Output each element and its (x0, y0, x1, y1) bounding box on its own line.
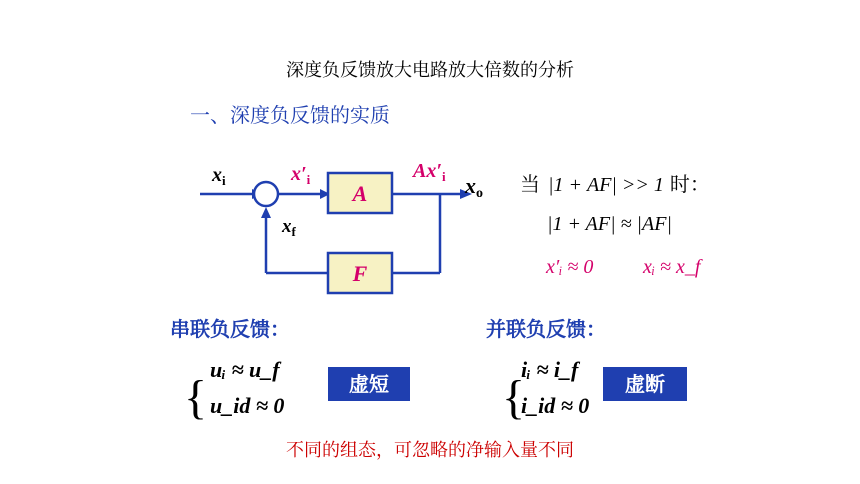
block-a-label: A (352, 181, 368, 206)
series-feedback-heading: 串联负反馈： (170, 317, 290, 341)
parallel-eq-2: i_id ≈ 0 (521, 393, 590, 418)
parallel-feedback-heading: 并联负反馈： (486, 317, 606, 341)
result-xi-xf: xᵢ ≈ x_f (643, 256, 701, 278)
label-axi: $Ax'_i$ (413, 160, 446, 184)
series-brace: { (184, 371, 208, 424)
virtual-open-badge: 虚断 (603, 367, 687, 401)
condition-line-1: 当 |1 + AF| >> 1 时： (520, 172, 710, 196)
parallel-brace: { (502, 371, 526, 424)
series-eq-1: uᵢ ≈ u_f (210, 357, 280, 382)
condition-line-2: |1 + AF| ≈ |AF| (547, 213, 672, 235)
virtual-short-badge: 虚短 (328, 367, 410, 401)
block-f-label: F (352, 261, 368, 286)
footnote: 不同的组态，可忽略的净输入量不同 (286, 440, 574, 461)
label-xi: $x_i$ (212, 164, 226, 188)
series-eq-2: u_id ≈ 0 (210, 393, 285, 418)
section-heading: 一、深度负反馈的实质 (190, 103, 390, 127)
label-xo: xo (465, 173, 483, 201)
label-xf: $x_f$ (282, 216, 296, 239)
result-xi-prime: x′ᵢ ≈ 0 (546, 256, 594, 278)
label-xi-prime: $x'_i$ (291, 163, 311, 187)
summing-node (254, 182, 278, 206)
parallel-eq-1: iᵢ ≈ i_f (521, 357, 579, 382)
feedback-arrow (261, 207, 271, 218)
page-title: 深度负反馈放大电路放大倍数的分析 (286, 60, 574, 81)
